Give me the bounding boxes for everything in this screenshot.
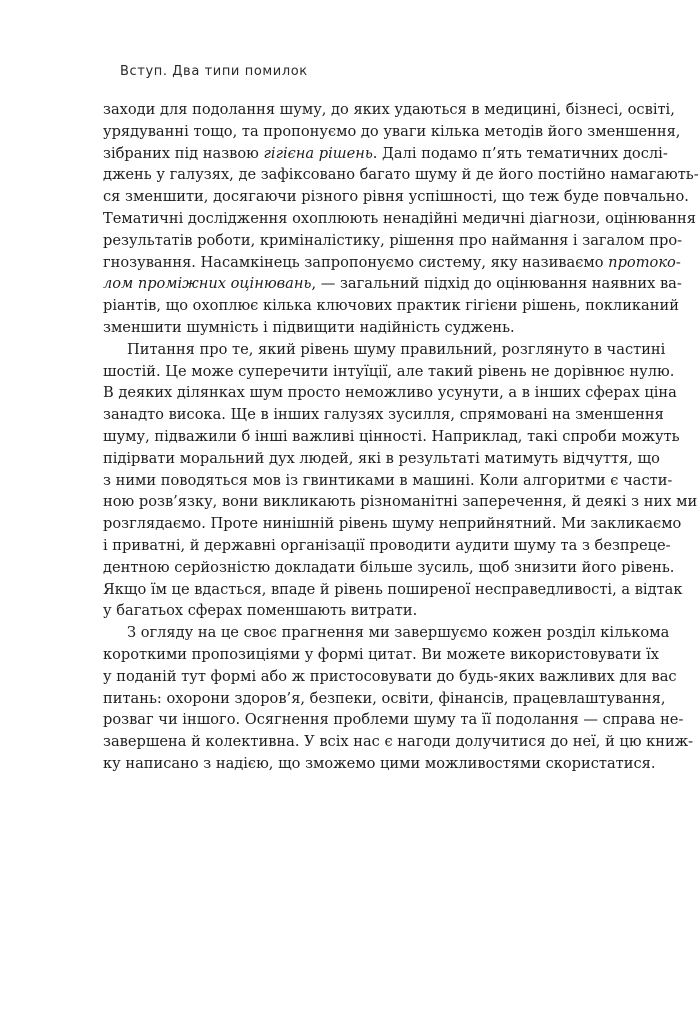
text-run: ною розв’язку, вони викликають різноманітні заперечення, й деякі з них ми: [103, 493, 698, 511]
text-run: . Далі подамо п’ять тематичних дослі-: [372, 144, 668, 162]
text-run: заходи для подолання шуму, до яких удаються в медицині, бізнесі, освіті,: [103, 101, 675, 118]
text-line: [103, 600, 610, 622]
text-line: [103, 448, 660, 470]
text-run: у поданій тут формі або ж пристосовувати до будь-яких важливих для вас: [103, 667, 677, 685]
text-run: підірвати моральний дух людей, які в результаті матимуть відчуття, що: [103, 449, 660, 467]
text-run: урядуванні тощо, та пропонуємо до уваги кілька методів його зменшення,: [103, 122, 681, 140]
text-run: розваг чи іншого. Осягнення проблеми шуму та її подолання — справа не-: [103, 711, 684, 729]
text-line: [103, 579, 683, 601]
text-line: [103, 295, 679, 317]
text-run: , — загальний підхід до оцінювання наявних ва-: [311, 275, 682, 293]
text-run: дентною серйозністю докладати більше зусиль, щоб знизити його рівень.: [103, 558, 675, 576]
text-run: З огляду на це своє прагнення ми завершуємо кожен розділ кількома: [127, 624, 670, 642]
text-line: [103, 753, 656, 775]
text-line: [103, 470, 673, 492]
text-line: [103, 404, 664, 426]
text-run: гнозування. Насамкінець запропонуємо систему, яку називаємо: [103, 253, 609, 271]
text-run: Тематичні дослідження охоплюють ненадійні медичні діагнози, оцінювання: [103, 209, 696, 227]
text-line: [103, 208, 696, 230]
text-line: [103, 557, 675, 579]
text-run: і приватні, й державні організації проводити аудити шуму та з безпреце-: [103, 536, 671, 554]
text-run: у багатьох сферах поменшають витрати.: [103, 602, 418, 620]
text-line: [103, 230, 683, 252]
text-run: джень у галузях, де зафіксовано багато шуму й де його постійно намагають-: [103, 166, 699, 184]
text-run: розглядаємо. Проте нинішній рівень шуму неприйнятний. Ми закликаємо: [103, 515, 682, 533]
body-text: [103, 99, 699, 775]
text-line: [103, 121, 681, 143]
text-run: ріантів, що охоплює кілька ключових практик гігієни рішень, покликаний: [103, 297, 679, 315]
text-line: [103, 317, 610, 339]
text-run: Якщо їм це вдасться, впаде й рівень поширеної несправедливості, а відтак: [103, 580, 683, 598]
paragraph: [103, 99, 699, 339]
text-line: [103, 688, 666, 710]
text-line: [103, 513, 682, 535]
text-line: [103, 426, 680, 448]
text-run: шостій. Це може суперечити інтуїції, але такий рівень не дорівнює нулю.: [103, 362, 675, 380]
text-run: зменшити шумність і підвищити надійність суджень.: [103, 318, 515, 336]
text-run: ся зменшити, досягаючи різного рівня успішності, що теж буде повчально.: [103, 188, 689, 206]
text-run: з ними поводяться мов із гвинтиками в машині. Коли алгоритми є части-: [103, 471, 673, 489]
text-line: [103, 709, 684, 731]
text-line: [103, 622, 670, 644]
text-line: [103, 382, 677, 404]
text-line: [103, 252, 681, 274]
text-run: зібраних під назвою: [103, 144, 264, 162]
text-run: занадто висока. Ще в інших галузях зусилля, спрямовані на зменшення: [103, 406, 664, 424]
text-line: [103, 644, 660, 666]
paragraph: [103, 339, 698, 622]
italic-term: лом проміжних оцінювань: [103, 275, 312, 293]
italic-term: протоко-: [608, 253, 681, 271]
text-line: [103, 731, 694, 753]
text-line: [103, 273, 682, 295]
text-line: [103, 361, 675, 383]
text-line: [103, 339, 666, 361]
text-line: [103, 666, 677, 688]
text-run: шуму, підважили б інші важливі цінності. Наприклад, такі спроби можуть: [103, 427, 680, 445]
text-line: [103, 164, 699, 186]
text-run: результатів роботи, криміналістику, рішення про наймання і загалом про-: [103, 231, 683, 249]
text-run: В деяких ділянках шум просто неможливо усунути, а в інших сферах ціна: [103, 384, 677, 402]
italic-term: гігієна рішень: [263, 144, 373, 162]
text-line: [103, 143, 668, 165]
text-line: [103, 99, 675, 121]
paragraph: [103, 622, 694, 775]
running-header: Вступ. Два типи помилок: [120, 64, 308, 79]
text-run: ку написано з надією, що зможемо цими можливостями скористатися.: [103, 754, 656, 772]
text-run: завершена й колективна. У всіх нас є нагоди долучитися до неї, й цю книж-: [103, 733, 694, 751]
text-run: короткими пропозиціями у формі цитат. Ви можете використовувати їх: [103, 645, 660, 663]
text-line: [103, 186, 689, 208]
text-line: [103, 491, 698, 513]
text-line: [103, 535, 671, 557]
text-run: питань: охорони здоров’я, безпеки, освіти, фінансів, працевлаштування,: [103, 689, 666, 707]
text-run: Питання про те, який рівень шуму правильний, розглянуто в частині: [127, 340, 666, 358]
